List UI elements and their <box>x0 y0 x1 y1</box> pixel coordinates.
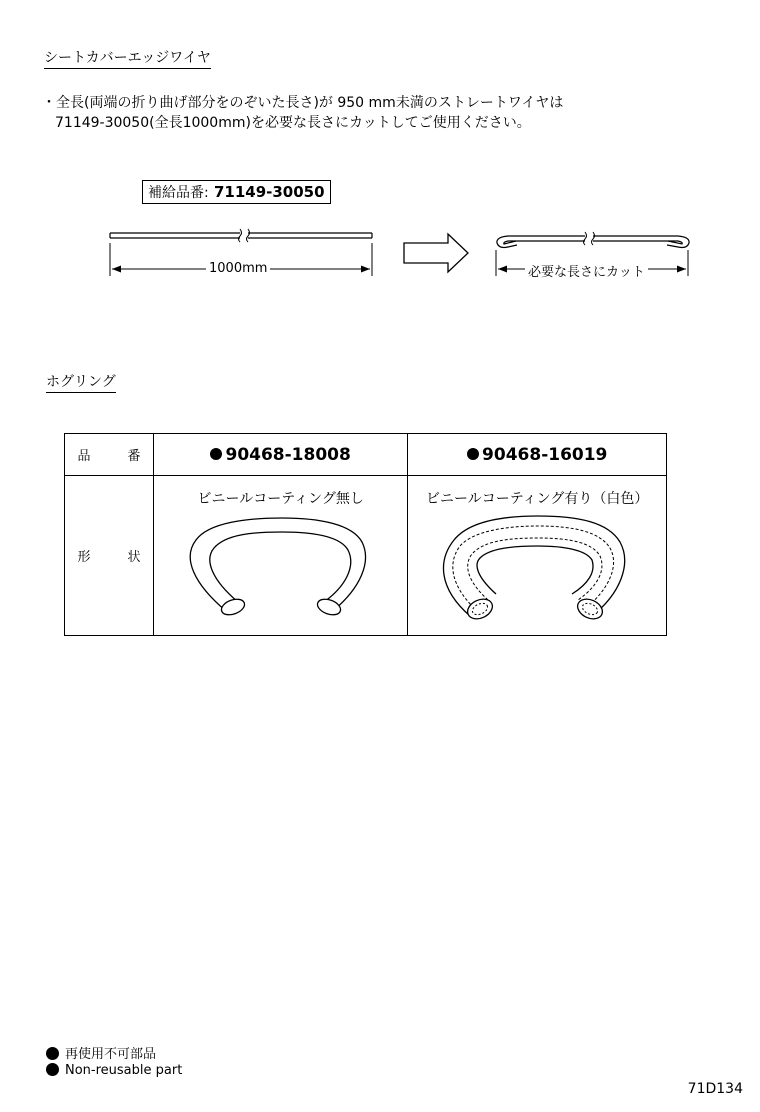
shape-cell-coated <box>408 476 667 636</box>
hog-ring-coated-illustration <box>408 476 667 636</box>
legend-ja <box>46 1043 156 1062</box>
table-row <box>65 434 667 476</box>
note-line-2: 71149-30050(全長1000mm)を必要な長さにカットしてご使用ください。 <box>55 115 531 131</box>
straight-wire-illustration <box>110 229 372 242</box>
non-reusable-dot-icon <box>210 448 222 460</box>
non-reusable-dot-icon <box>46 1047 59 1060</box>
section-heading-edge-wire: シートカバーエッジワイヤ <box>44 47 211 69</box>
part-number: 90468-18008 <box>225 444 351 465</box>
supply-part-number: 71149-30050 <box>213 183 325 201</box>
legend-en-text: Non-reusable part <box>65 1063 183 1078</box>
shape-caption: ビニールコーティング無し <box>197 491 364 507</box>
legend-ja-text: 再使用不可部品 <box>65 1047 157 1062</box>
dimension-label-full-length: 1000mm <box>206 261 270 276</box>
edge-wire-diagram <box>0 0 760 300</box>
part-number: 90468-16019 <box>482 444 608 465</box>
supply-part-label: 補給品番: <box>148 185 209 201</box>
part-number-cell <box>153 434 408 476</box>
page-code: 71D134 <box>687 1081 743 1097</box>
non-reusable-dot-icon <box>46 1063 59 1076</box>
row-label-shape: 形 状 <box>65 476 154 636</box>
shape-cell-uncoated <box>153 476 408 636</box>
hog-ring-uncoated-illustration <box>154 476 409 636</box>
non-reusable-dot-icon <box>467 448 479 460</box>
row-label-part-number: 品 番 <box>65 434 154 476</box>
section-heading-hog-ring: ホグリング <box>46 371 116 393</box>
dimension-label-cut-length: 必要な長さにカット <box>525 261 648 280</box>
bent-wire-illustration <box>497 232 689 248</box>
table-row <box>65 476 667 636</box>
arrow-right-icon <box>404 234 468 272</box>
part-number-cell <box>408 434 667 476</box>
legend-en <box>46 1063 182 1078</box>
note-line-1: ・全長(両端の折り曲げ部分をのぞいた長さ)が 950 mm未満のストレートワイヤは <box>42 95 564 111</box>
shape-caption: ビニールコーティング有り（白色） <box>426 491 649 507</box>
hog-ring-parts-table <box>64 433 667 636</box>
